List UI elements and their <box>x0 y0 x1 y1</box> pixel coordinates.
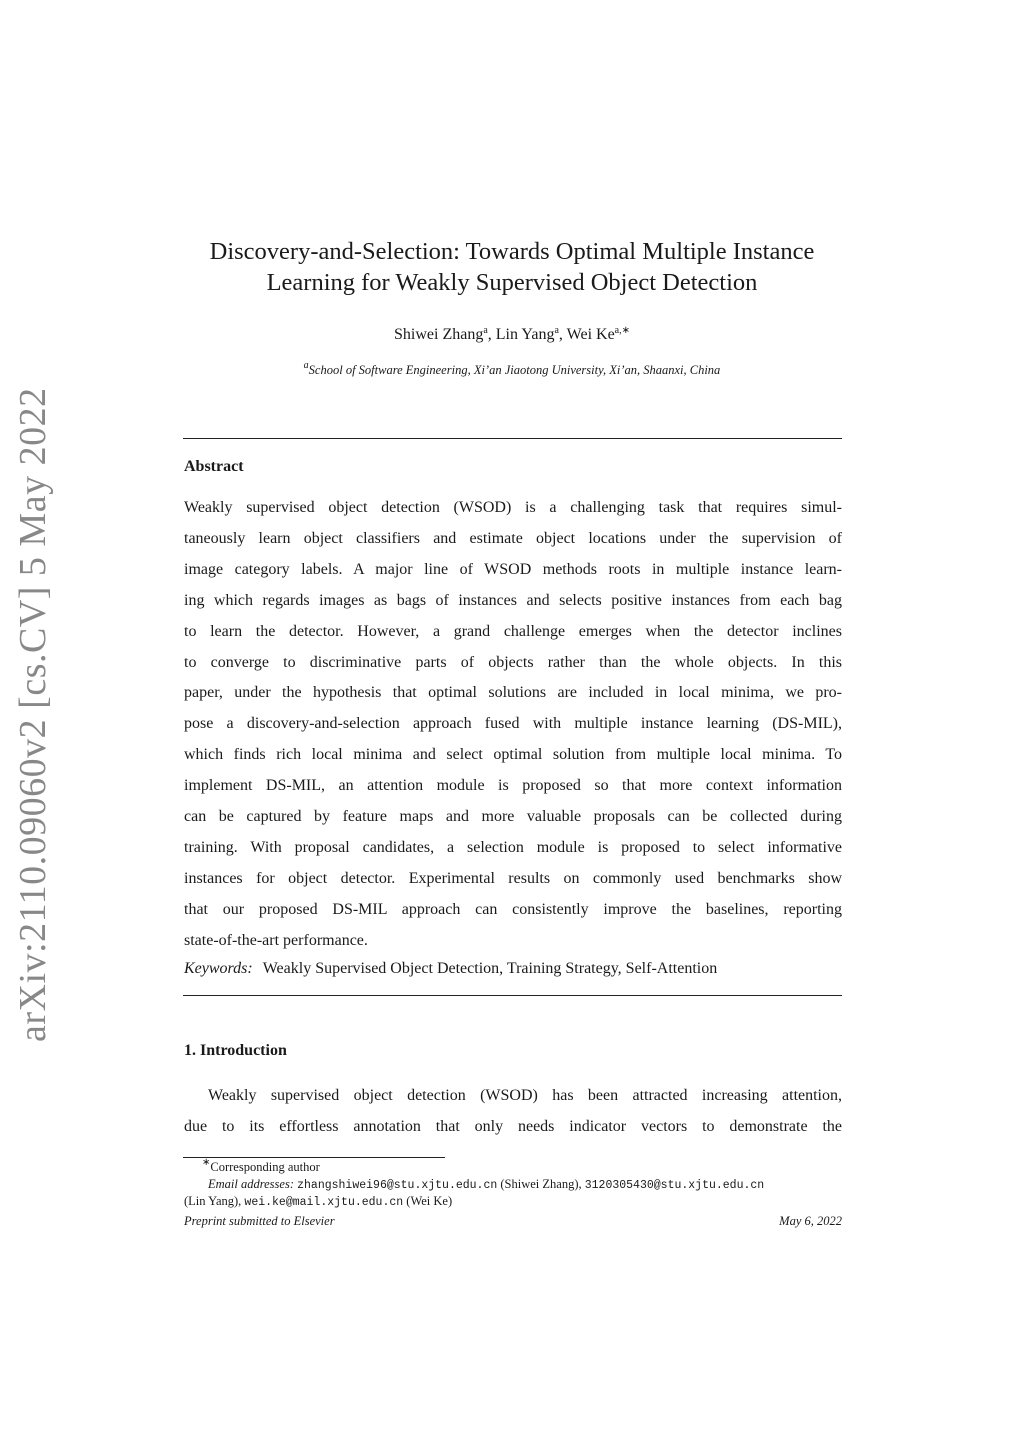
preprint-notice: Preprint submitted to Elsevier <box>184 1214 335 1228</box>
email-label: Email addresses: <box>208 1177 294 1191</box>
abstract-heading: Abstract <box>184 458 244 475</box>
abstract-line: to converge to discriminative parts of objects rather than the whole objects. In this <box>184 653 842 671</box>
email-owner: (Lin Yang), <box>184 1194 242 1208</box>
abstract-line: that our proposed DS-MIL approach can consistently improve the baselines, reporting <box>184 900 842 918</box>
abstract-line: ing which regards images as bags of instances and selects positive instances from each bag <box>184 591 842 609</box>
section-heading-introduction: 1. Introduction <box>184 1042 287 1059</box>
abstract-line: can be captured by feature maps and more valuable proposals can be collected during <box>184 808 842 826</box>
keywords <box>184 960 717 978</box>
arxiv-identifier-stamp: arXiv:2110.09060v2 [cs.CV] 5 May 2022 <box>12 387 54 1042</box>
paper-title <box>150 236 874 298</box>
title-line-2: Learning for Weakly Supervised Object Detection <box>266 269 758 296</box>
abstract-line: taneously learn object classifiers and estimate object locations under the supervision of <box>184 529 842 547</box>
abstract-line: image category labels. A major line of WSOD methods roots in multiple instance learn- <box>184 560 842 578</box>
email-link[interactable]: zhangshiwei96@stu.xjtu.edu.cn <box>297 1179 498 1192</box>
keywords-label: Keywords: <box>184 960 253 977</box>
introduction-body <box>184 1081 842 1143</box>
title-line-1: Discovery-and-Selection: Towards Optimal Multiple Instance <box>209 238 815 265</box>
footnote-corresponding <box>184 1157 842 1175</box>
abstract-bottom-rule <box>183 995 842 996</box>
author-affil-mark: a,∗ <box>614 325 630 336</box>
footnote-emails-cont <box>184 1194 842 1209</box>
author-affil-mark: a <box>554 325 559 336</box>
abstract-top-rule <box>183 438 842 439</box>
author-name: Shiwei Zhang <box>394 326 484 343</box>
abstract-line: pose a discovery-and-selection approach fused with multiple instance learning (DS-MIL), <box>184 715 842 733</box>
footnote-rule <box>183 1157 445 1158</box>
author-list: Shiwei Zhang$^a$, Lin Yang$^a$, Wei $Ke^{a,∗}$ <box>394 325 630 343</box>
affiliation <box>150 360 874 378</box>
intro-line: due to its effortless annotation that only needs indicator vectors to demonstrate the <box>184 1117 842 1135</box>
abstract-line: paper, under the hypothesis that optimal solutions are included in local minima, we pro- <box>184 684 842 702</box>
corresponding-text: Corresponding author <box>210 1160 320 1174</box>
affiliation-mark: a <box>303 360 309 371</box>
footnote-emails <box>184 1177 842 1192</box>
affiliation-text: School of Software Engineering, Xi’an Jiaotong University, Xi’an, Shaanxi, China <box>308 363 721 377</box>
intro-line: Weakly supervised object detection (WSOD) has been attracted increasing attention, <box>208 1087 842 1104</box>
abstract-line: Weakly supervised object detection (WSOD) is a challenging task that requires simul- <box>184 499 842 516</box>
abstract-body <box>184 493 842 957</box>
email-owner: (Wei Ke) <box>406 1194 453 1208</box>
abstract-line: to learn the detector. However, a grand challenge emerges when the detector inclines <box>184 622 842 640</box>
abstract-line: implement DS-MIL, an attention module is proposed so that more context information <box>184 777 842 795</box>
email-link[interactable]: 3120305430@stu.xjtu.edu.cn <box>584 1179 765 1192</box>
abstract-line: instances for object detector. Experimental results on commonly used benchmarks show <box>184 869 842 887</box>
abstract-line: state-of-the-art performance. <box>184 931 368 949</box>
email-link[interactable]: wei.ke@mail.xjtu.edu.cn <box>244 1196 404 1209</box>
abstract-line: training. With proposal candidates, a selection module is proposed to select informative <box>184 838 842 856</box>
author-affil-mark: a <box>483 325 488 336</box>
corresponding-mark: ∗ <box>202 1157 211 1168</box>
author-name: Lin Yang <box>495 326 555 343</box>
abstract-line: which finds rich local minima and select optimal solution from multiple local minima. To <box>184 746 842 764</box>
author-name: Wei Ke <box>566 326 615 343</box>
keywords-text: Weakly Supervised Object Detection, Training Strategy, Self-Attention <box>262 960 718 977</box>
preprint-date: May 6, 2022 <box>779 1214 842 1228</box>
email-owner: (Shiwei Zhang), <box>500 1177 582 1191</box>
